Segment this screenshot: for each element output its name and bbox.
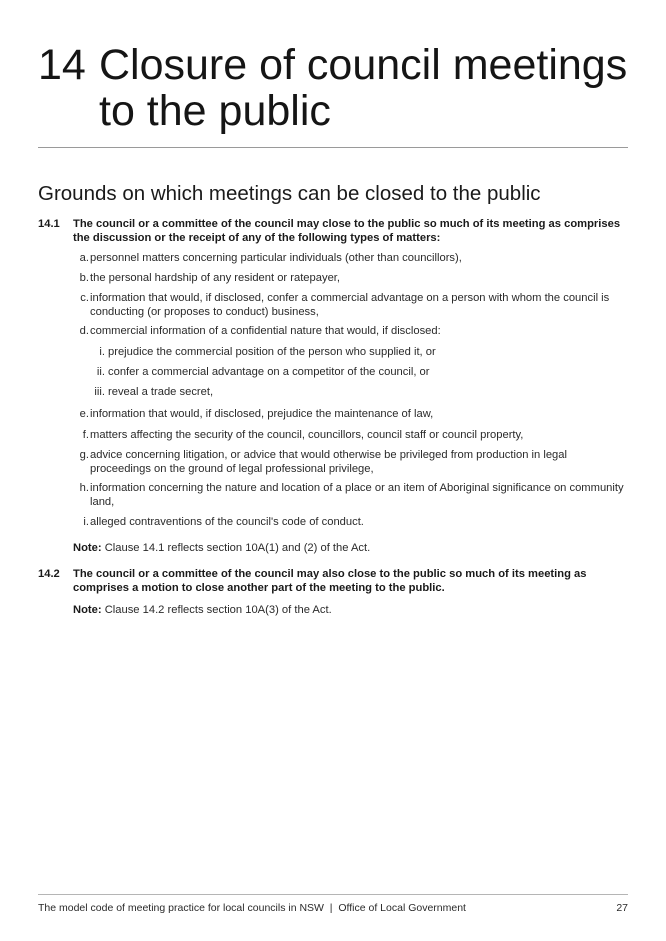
- clause-text: The council or a committee of the council may close to the public so much of its meeting as comprises the discussion or the receipt of any of the following types of matters:: [73, 218, 621, 244]
- note-label: Note:: [73, 604, 102, 616]
- document-page: [38, 0, 628, 941]
- subitem-text: reveal a trade secret,: [108, 386, 214, 398]
- page-number: 27: [616, 902, 628, 914]
- item-marker: b.: [79, 272, 89, 284]
- subitem-marker: i.: [99, 346, 105, 358]
- item-text: matters affecting the security of the council, councillors, council staff or council property,: [90, 429, 524, 441]
- item-text: information that would, if disclosed, prejudice the maintenance of law,: [90, 408, 434, 420]
- chapter-title-text: Closure of council meetings to the public: [99, 41, 628, 135]
- title-divider: [38, 147, 628, 148]
- clause-number: 14.1: [38, 218, 60, 230]
- item-marker: g.: [79, 449, 89, 461]
- subitem-marker: ii.: [96, 366, 105, 378]
- subitem-text: prejudice the commercial position of the person who supplied it, or: [108, 346, 436, 358]
- clause-note: [73, 541, 630, 555]
- item-marker: d.: [79, 325, 89, 337]
- subitem-text: confer a commercial advantage on a competitor of the council, or: [108, 366, 430, 378]
- item-text: alleged contraventions of the council's code of conduct.: [90, 516, 364, 528]
- item-marker: f.: [82, 429, 89, 441]
- clause-text: The council or a committee of the council may also close to the public so much of its meeting as comprises a motion to close another part of the meeting to the public.: [73, 568, 587, 594]
- note-label: Note:: [73, 542, 102, 554]
- clause-number: 14.2: [38, 568, 60, 580]
- item-marker: i.: [83, 516, 89, 528]
- item-marker: a.: [79, 252, 89, 264]
- clause-note: [73, 603, 630, 617]
- item-text: commercial information of a confidential nature that would, if disclosed:: [90, 325, 441, 337]
- item-marker: c.: [80, 292, 89, 304]
- item-marker: h.: [79, 482, 89, 494]
- item-text: personnel matters concerning particular individuals (other than councillors),: [90, 252, 462, 264]
- note-text: Clause 14.1 reflects section 10A(1) and (2) of the Act.: [101, 542, 371, 554]
- section-heading: Grounds on which meetings can be closed to the public: [38, 182, 541, 205]
- footer-divider: [38, 894, 628, 895]
- item-text: advice concerning litigation, or advice that would otherwise be privileged from production in legal proceedings on the ground of legal professional privilege,: [90, 449, 567, 475]
- item-text: information that would, if disclosed, confer a commercial advantage on a person with whom the council is conducting (or proposes to conduct) business,: [90, 292, 610, 318]
- chapter-number: 14: [38, 41, 86, 89]
- note-text: Clause 14.2 reflects section 10A(3) of the Act.: [101, 604, 332, 616]
- subitem-marker: iii.: [94, 386, 105, 398]
- item-marker: e.: [79, 408, 89, 420]
- item-text: information concerning the nature and location of a place or an item of Aboriginal significance on community land,: [90, 482, 624, 508]
- footer-text: The model code of meeting practice for local councils in NSW | Office of Local Government: [38, 902, 466, 914]
- item-text: the personal hardship of any resident or ratepayer,: [90, 272, 341, 284]
